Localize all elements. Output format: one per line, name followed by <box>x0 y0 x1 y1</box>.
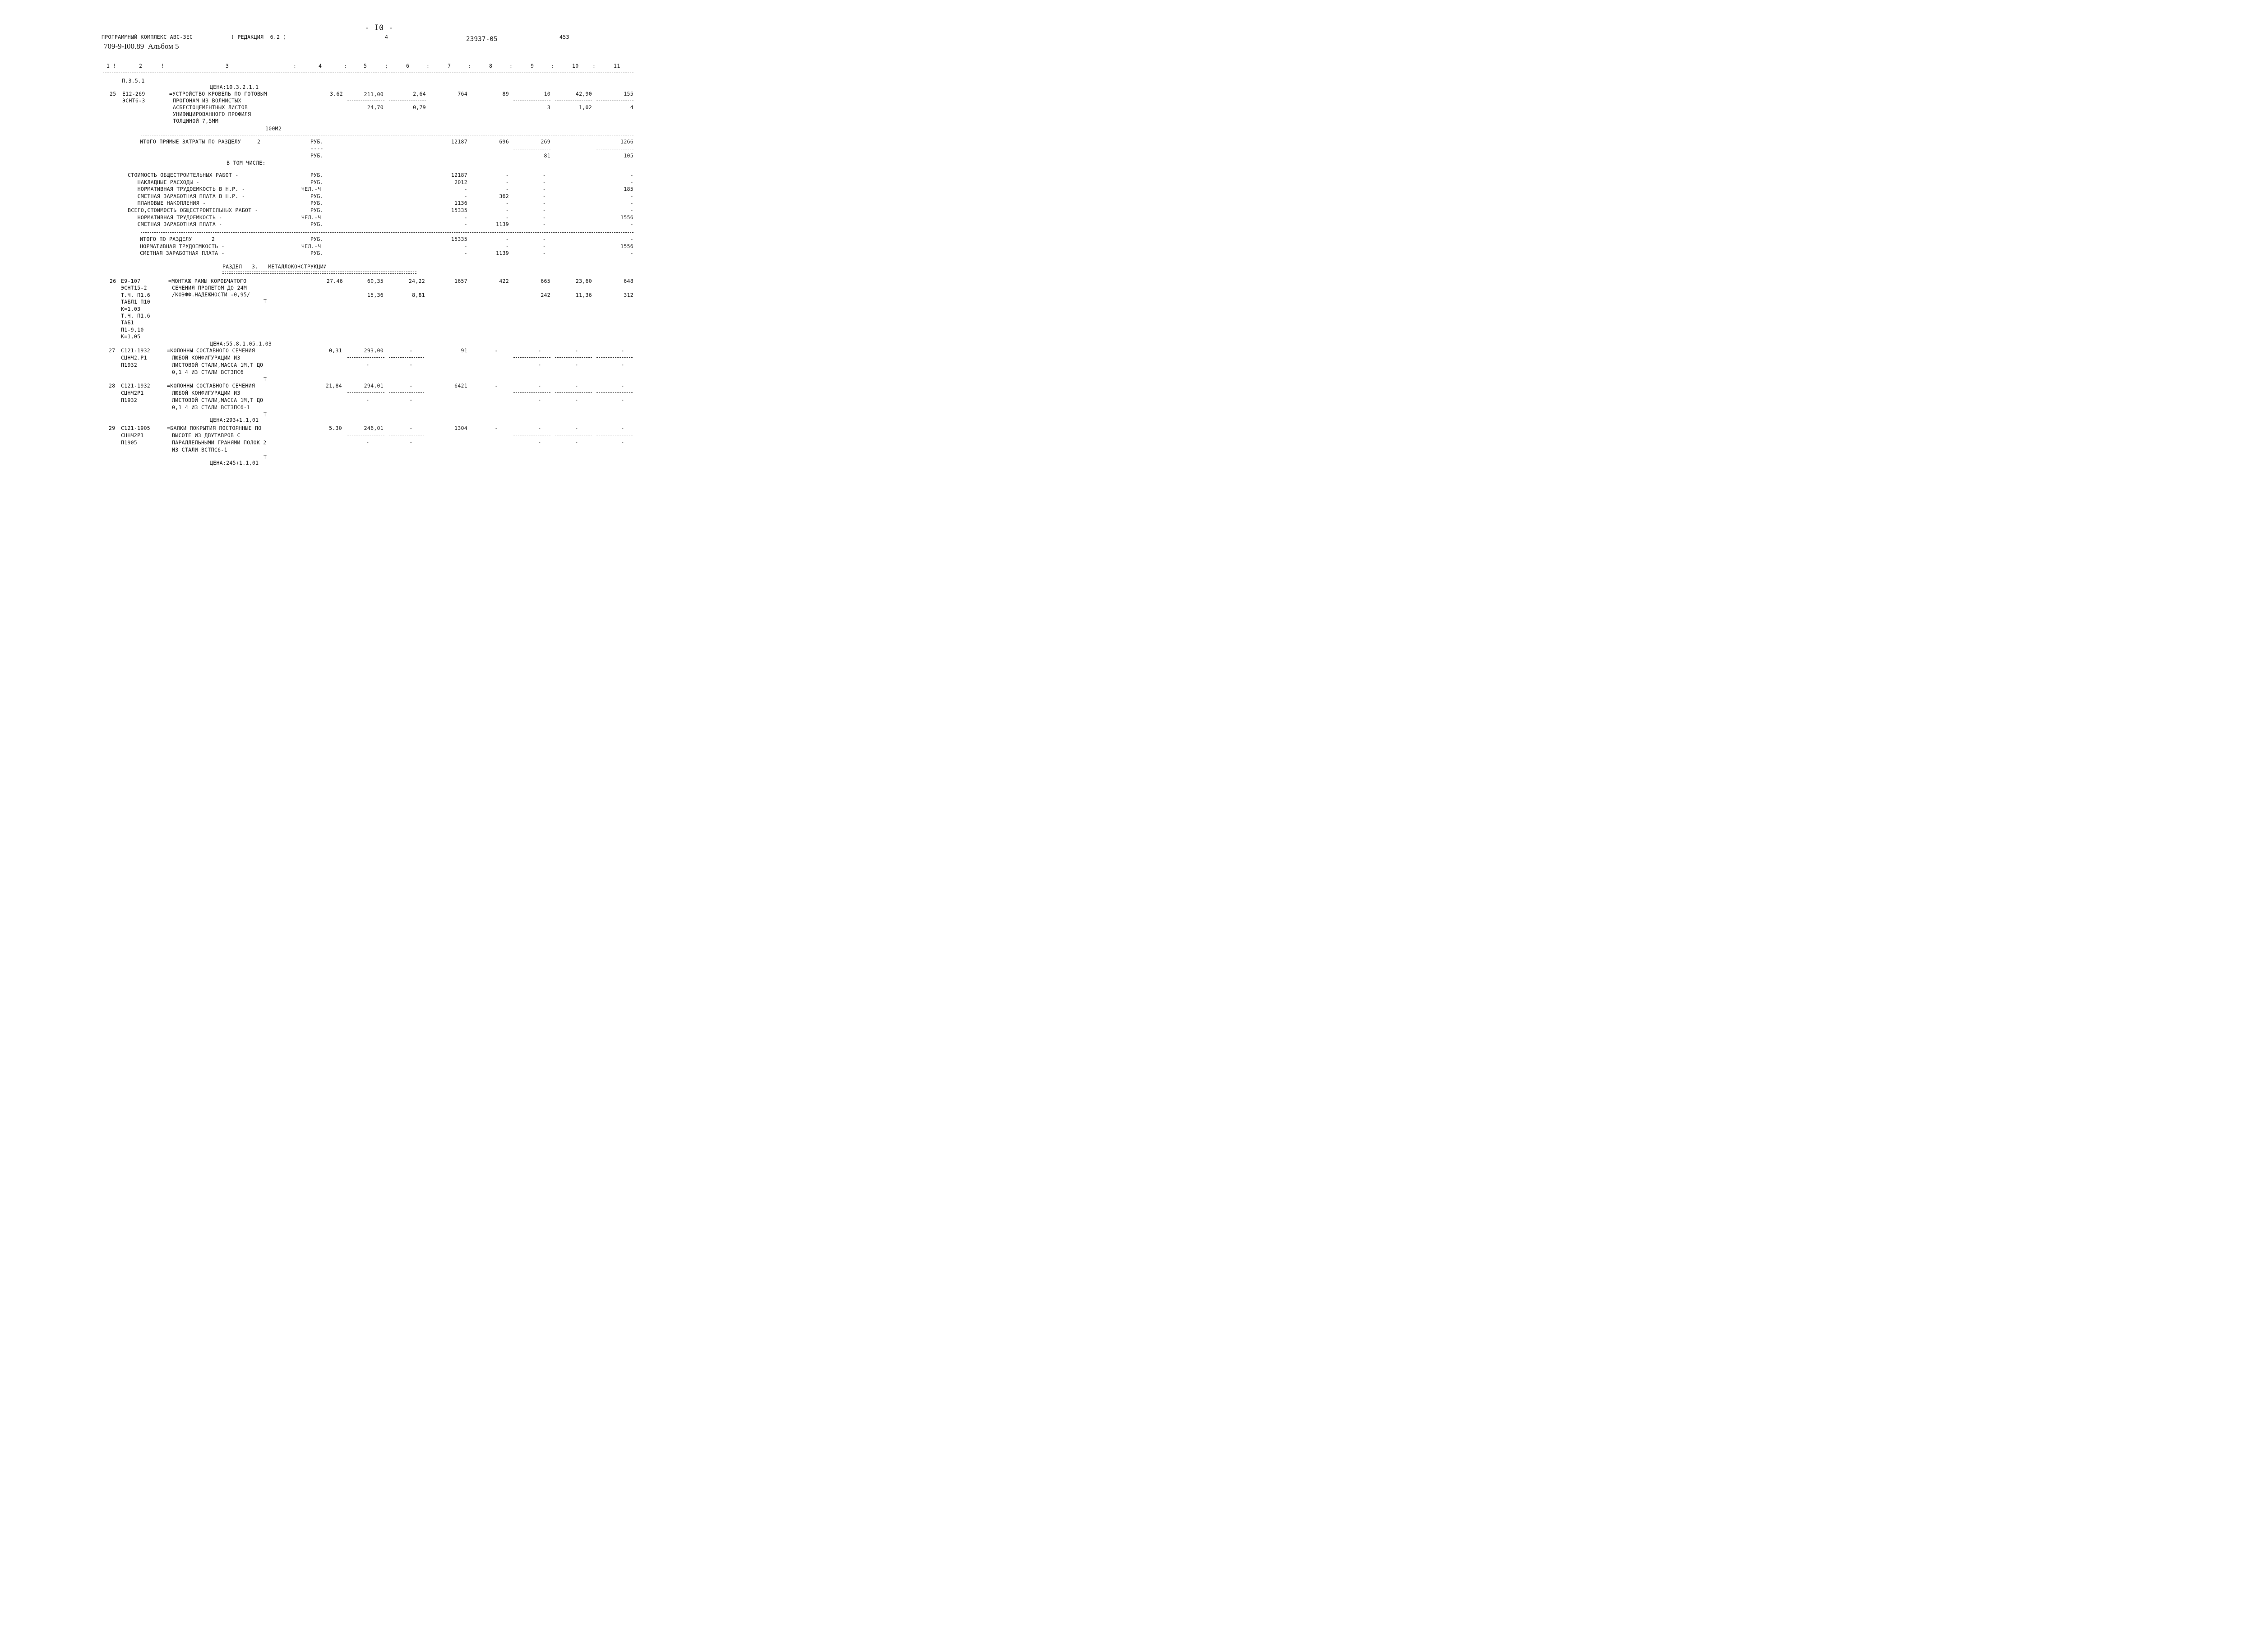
col-7-value: 1304 <box>454 425 467 431</box>
col-9-header: 9 <box>531 63 534 69</box>
col-7-value: 15335 <box>451 236 467 242</box>
col-5-value: - <box>366 361 370 368</box>
col-9-value: - <box>542 214 546 221</box>
col-5-value: - <box>366 439 370 445</box>
col-4-value: 5.30 <box>329 425 342 431</box>
col-9-value: 10 <box>544 91 550 97</box>
col-7-value: 12187 <box>451 138 467 145</box>
edition: ( РЕДАКЦИЯ 6.2 ) <box>231 34 287 40</box>
unit: Т <box>264 454 267 460</box>
col-6-value: 2,64 <box>413 91 426 97</box>
work-description: =КОЛОННЫ СОСТАВНОГО СЕЧЕНИЯ <box>167 347 255 354</box>
col-7-value: - <box>464 193 467 199</box>
col-4-value: 3.62 <box>330 91 343 97</box>
norm-code: К=1,05 <box>121 333 141 340</box>
col-9-value: - <box>538 347 541 354</box>
col-separator: : <box>344 63 347 69</box>
col-8-header: 8 <box>489 63 493 69</box>
col-8-value: - <box>495 425 498 431</box>
col-11-value: 185 <box>624 186 633 193</box>
col-9-value: - <box>542 236 546 242</box>
unit: РУБ. <box>310 179 324 185</box>
unit: РУБ. <box>310 250 324 257</box>
norm-code: СЦНЧ2.Р1 <box>121 355 147 361</box>
unit: РУБ. <box>310 236 324 242</box>
col-11-header: 11 <box>614 63 620 69</box>
unit: 100М2 <box>265 125 282 132</box>
col-7-value: - <box>464 214 467 221</box>
col-5-value: 211,00 <box>364 91 384 97</box>
col-7-value: 6421 <box>454 383 467 389</box>
carry-reference: П.3.5.1 <box>122 78 145 84</box>
col-separator: : <box>426 63 430 69</box>
section-title-underline <box>222 272 416 274</box>
col-6-value: - <box>409 383 413 389</box>
col-8-value: - <box>505 214 509 221</box>
col-1-header: 1 <box>106 63 110 69</box>
norm-code: Т.Ч. П1.6 <box>121 291 151 298</box>
subtotal-rule <box>555 392 592 393</box>
norm-code: П1-9,10 <box>121 326 144 333</box>
mark: 4 <box>385 34 388 40</box>
col-11-value: - <box>630 200 633 207</box>
unit: РУБ. <box>310 138 324 145</box>
row-number: 29 <box>109 425 116 431</box>
col-6-value: 24,22 <box>408 278 425 284</box>
col-8-value: - <box>505 186 509 193</box>
col-4-value: 21,84 <box>325 383 342 389</box>
unit-dash: ---- <box>310 145 324 152</box>
col-4-header: 4 <box>319 63 322 69</box>
col-5-value: 60,35 <box>367 278 384 284</box>
col-10-value: - <box>575 397 578 403</box>
col-9-value: 665 <box>541 278 550 284</box>
col-8-value: 1139 <box>496 221 509 228</box>
row-number: 26 <box>110 278 116 284</box>
col-8-value: 422 <box>499 278 509 284</box>
col-6-value: - <box>409 397 413 403</box>
work-description: ИЗ СТАЛИ ВСТПС6-1 <box>172 447 227 453</box>
col-5-value: 294,01 <box>364 383 384 389</box>
col-7-value: 2012 <box>454 179 467 185</box>
col-10-value: - <box>575 347 578 354</box>
subtotal-rule <box>347 357 384 358</box>
unit: Т <box>264 411 267 418</box>
col-11-value: 155 <box>624 91 633 97</box>
col-4-value: 27.46 <box>326 278 343 284</box>
col-9-value: 3 <box>547 104 550 111</box>
norm-code: Е12-269 <box>122 91 145 97</box>
col-10-value: 1,02 <box>579 104 592 111</box>
price-reference: ЦЕНА:293+1.1,01 <box>210 417 259 423</box>
section-rule <box>141 232 633 233</box>
col-10-value: - <box>575 425 578 431</box>
col-11-value: - <box>630 221 633 228</box>
col-10-value: 23,60 <box>575 278 592 284</box>
col-7-value: 15335 <box>451 207 467 213</box>
col-9-value: 242 <box>541 292 550 298</box>
col-11-value: - <box>621 425 624 431</box>
col-7-value: - <box>464 250 467 257</box>
col-11-value: 1556 <box>620 243 633 249</box>
col-6-value: 0,79 <box>413 104 426 111</box>
work-description: /КОЭФФ.НАДЕЖНОСТИ -0,95/ <box>172 291 250 298</box>
unit: ЧЕЛ.-Ч <box>301 243 321 249</box>
norm-code: ТАБ1 <box>121 319 134 326</box>
col-6-value: - <box>409 347 413 354</box>
breakdown-label: НАКЛАДНЫЕ РАСХОДЫ - <box>128 179 199 185</box>
price-reference: ЦЕНА:245+1.1,01 <box>210 460 259 466</box>
col-5-value: 24,70 <box>367 104 384 111</box>
unit: РУБ. <box>310 193 324 199</box>
col-separator: : <box>468 63 472 69</box>
subtotal-rule <box>596 392 633 393</box>
work-description: УНИФИЦИРОВАННОГО ПРОФИЛЯ <box>173 111 251 117</box>
col-9-value: - <box>542 186 546 193</box>
work-description: 0,1 4 ИЗ СТАЛИ ВСТ3ПС6-1 <box>172 404 250 411</box>
work-description: ЛЮБОЙ КОНФИГУРАЦИИ ИЗ <box>172 355 240 361</box>
breakdown-label: СМЕТНАЯ ЗАРАБОТНАЯ ПЛАТА В Н.Р. - <box>128 193 245 199</box>
work-description: ЛИСТОВОЙ СТАЛИ,МАССА 1М,Т ДО <box>172 397 264 403</box>
col-separator: : <box>592 63 596 69</box>
col-5-value: - <box>366 397 370 403</box>
col-9-value: - <box>542 172 546 178</box>
col-9-value: - <box>542 221 546 228</box>
total-label: СМЕТНАЯ ЗАРАБОТНАЯ ПЛАТА - <box>140 250 225 257</box>
norm-code: ЭСНТ15-2 <box>121 285 147 291</box>
col-7-value: - <box>464 221 467 228</box>
col-10-header: 10 <box>572 63 579 69</box>
row-number: 28 <box>109 383 116 389</box>
col-5-value: 246,01 <box>364 425 384 431</box>
unit: Т <box>264 376 267 383</box>
col-6-value: - <box>409 361 413 368</box>
norm-code: ЭСНТ6-3 <box>122 97 145 104</box>
unit: ЧЕЛ.-Ч <box>301 214 321 221</box>
unit: РУБ. <box>310 172 324 178</box>
col-separator: ; <box>385 63 388 69</box>
program-name: ПРОГРАММНЫЙ КОМПЛЕКС АВС-3ЕС <box>102 34 193 40</box>
unit: Т <box>264 298 267 305</box>
col-10-value: - <box>575 439 578 445</box>
col-10-value: 11,36 <box>575 292 592 298</box>
col-6-value: 8,81 <box>412 292 425 298</box>
col-7-value: 1657 <box>454 278 467 284</box>
col-11-value: - <box>621 383 624 389</box>
work-description: 0,1 4 ИЗ СТАЛИ ВСТ3ПС6 <box>172 369 244 375</box>
col-9-value: - <box>538 397 541 403</box>
subtotal-rule <box>389 392 424 393</box>
col-9-value: - <box>542 200 546 207</box>
col-4-value: 0,31 <box>329 347 342 354</box>
norm-code: Е9-107 <box>121 278 141 284</box>
total-label: НОРМАТИВНАЯ ТРУДОЕМКОСТЬ - <box>140 243 225 249</box>
subtotal-rule <box>513 392 550 393</box>
work-description: =МОНТАЖ РАМЫ КОРОБЧАТОГО <box>168 278 247 284</box>
breakdown-label: ПЛАНОВЫЕ НАКОПЛЕНИЯ - <box>128 200 206 207</box>
col-8-value: - <box>505 200 509 207</box>
col-11-value: - <box>630 207 633 213</box>
col-8-value: 696 <box>499 138 509 145</box>
doc-code: 23937-05 <box>466 36 498 43</box>
col-8-value: - <box>495 383 498 389</box>
unit: РУБ. <box>310 221 324 228</box>
col-9-value: 269 <box>541 138 550 145</box>
col-8-value: - <box>505 236 509 242</box>
col-11-value: - <box>630 172 633 178</box>
work-description: ПАРАЛЛЕЛЬНЫМИ ГРАНЯМИ ПОЛОК 2 <box>172 439 267 446</box>
col-10-value: 42,90 <box>575 91 592 97</box>
col-9-value: - <box>542 207 546 213</box>
col-7-value: - <box>464 243 467 249</box>
col-7-value: 12187 <box>451 172 467 178</box>
col-separator: : <box>293 63 297 69</box>
col-7-header: 7 <box>448 63 451 69</box>
col-7-value: 91 <box>461 347 467 354</box>
unit: РУБ. <box>310 200 324 207</box>
col-9-value: - <box>538 383 541 389</box>
col-11-value: - <box>630 193 633 199</box>
col-11-value: 1266 <box>620 138 633 145</box>
col-9-value: - <box>542 193 546 199</box>
unit: РУБ. <box>310 152 324 159</box>
unit: ЧЕЛ.-Ч <box>301 186 321 193</box>
price-reference: ЦЕНА:55.8.1.05.1.03 <box>210 341 272 347</box>
breakdown-label: СМЕТНАЯ ЗАРАБОТНАЯ ПЛАТА - <box>128 221 222 228</box>
col-6-value: - <box>409 439 413 445</box>
work-description: =КОЛОННЫ СОСТАВНОГО СЕЧЕНИЯ <box>167 383 255 389</box>
work-description: ПРОГОНАМ ИЗ ВОЛНИСТЫХ <box>173 97 241 104</box>
col-11-value: - <box>630 179 633 185</box>
col-11-value: - <box>630 250 633 257</box>
col-8-value: 1139 <box>496 250 509 257</box>
col-11-value: 312 <box>624 292 633 298</box>
work-description: ЛЮБОЙ КОНФИГУРАЦИИ ИЗ <box>172 390 240 396</box>
including-heading: В ТОМ ЧИСЛЕ: <box>227 160 266 166</box>
work-description: =УСТРОЙСТВО КРОВЕЛЬ ПО ГОТОВЫМ <box>169 91 267 97</box>
norm-code: СЦНЧ2Р1 <box>121 390 144 396</box>
col-8-value: - <box>505 172 509 178</box>
col-separators: ! <box>113 63 116 69</box>
subtotal-rule <box>389 357 424 358</box>
row-number: 27 <box>109 347 116 354</box>
work-description: ТОЛЩИНОЙ 7,5ММ <box>173 118 219 124</box>
col-8-value: 89 <box>502 91 509 97</box>
subtotal-rule <box>596 357 633 358</box>
work-description: ЛИСТОВОЙ СТАЛИ,МАССА 1М,Т ДО <box>172 362 264 368</box>
col-11-value: - <box>621 397 624 403</box>
col-5-value: 15,36 <box>367 292 384 298</box>
col-11-value: - <box>621 361 624 368</box>
col-11-value: - <box>630 236 633 242</box>
norm-code: П1905 <box>121 439 138 446</box>
price-reference: ЦЕНА:10.3.2.1.1 <box>210 84 259 90</box>
col-10-value: - <box>575 361 578 368</box>
col-8-value: 362 <box>499 193 509 199</box>
breakdown-label: НОРМАТИВНАЯ ТРУДОЕМКОСТЬ - <box>128 214 222 221</box>
col-7-value: 1136 <box>454 200 467 207</box>
col-11-value: - <box>621 347 624 354</box>
norm-code: П1932 <box>121 397 138 403</box>
col-3-header: 3 <box>226 63 229 69</box>
work-description: ВЫСОТЕ ИЗ ДВУТАВРОВ С <box>172 432 240 438</box>
norm-code: Т.Ч. П1.6 <box>121 313 151 319</box>
norm-code: С121-1932 <box>121 347 151 354</box>
col-11-value: 4 <box>630 104 633 111</box>
col-8-value: - <box>495 347 498 354</box>
col-5-header: 5 <box>364 63 367 69</box>
col-separator: : <box>509 63 513 69</box>
norm-code: П1932 <box>121 362 138 368</box>
work-description: =БАЛКИ ПОКРЫТИЯ ПОСТОЯННЫЕ ПО <box>167 425 262 431</box>
total-label: ИТОГО ПО РАЗДЕЛУ 2 <box>140 236 215 242</box>
subtotal-rule <box>347 392 384 393</box>
col-11-value: - <box>621 439 624 445</box>
col-10-value: - <box>575 383 578 389</box>
col-5-value: 293,00 <box>364 347 384 354</box>
breakdown-label: ВСЕГО,СТОИМОСТЬ ОБЩЕСТРОИТЕЛЬНЫХ РАБОТ - <box>128 207 258 213</box>
col-8-value: - <box>505 243 509 249</box>
col-8-value: - <box>505 207 509 213</box>
subtotal-rule <box>555 357 592 358</box>
work-description: СЕЧЕНИЯ ПРОЛЕТОМ ДО 24М <box>172 285 247 291</box>
col-9-value: - <box>538 361 541 368</box>
norm-code: ТАБЛ1 П10 <box>121 299 151 305</box>
norm-code: К=1,03 <box>121 305 141 312</box>
col-7-value: 764 <box>458 91 467 97</box>
col-9-value: - <box>542 179 546 185</box>
col-9-value: - <box>538 439 541 445</box>
norm-code: СЦНЧ2Р1 <box>121 432 144 438</box>
page-number: - I0 - <box>365 23 393 32</box>
norm-code: С121-1905 <box>121 425 151 431</box>
col-9-value: - <box>542 243 546 249</box>
col-6-header: 6 <box>406 63 410 69</box>
col-7-value: - <box>464 186 467 193</box>
col-separator: ! <box>161 63 165 69</box>
col-11-value: 648 <box>624 278 633 284</box>
breakdown-label: СТОИМОСТЬ ОБЩЕСТРОИТЕЛЬНЫХ РАБОТ - <box>128 172 239 178</box>
breakdown-label: НОРМАТИВНАЯ ТРУДОЕМКОСТЬ В Н.Р. - <box>128 186 245 193</box>
row-number: 25 <box>110 91 116 97</box>
total-label: ИТОГО ПРЯМЫЕ ЗАТРАТЫ ПО РАЗДЕЛУ 2 <box>140 138 261 145</box>
col-8-value: - <box>505 179 509 185</box>
col-separator: : <box>551 63 555 69</box>
col-2-header: 2 <box>139 63 143 69</box>
col-9-value: - <box>538 425 541 431</box>
section-title: РАЗДЕЛ 3. МЕТАЛЛОКОНСТРУКЦИИ <box>222 263 327 270</box>
sheet-number: 453 <box>559 34 569 40</box>
norm-code: С121-1932 <box>121 383 151 389</box>
subtotal-rule <box>513 357 550 358</box>
unit: РУБ. <box>310 207 324 213</box>
project-code: 709-9-I00.89 Альбом 5 <box>104 42 179 51</box>
col-6-value: - <box>409 425 413 431</box>
col-9-value: - <box>542 250 546 257</box>
col-11-value: 105 <box>624 152 633 159</box>
col-9-value: 81 <box>544 152 550 159</box>
work-description: АСБЕСТОЦЕМЕНТНЫХ ЛИСТОВ <box>173 104 248 111</box>
col-11-value: 1556 <box>620 214 633 221</box>
